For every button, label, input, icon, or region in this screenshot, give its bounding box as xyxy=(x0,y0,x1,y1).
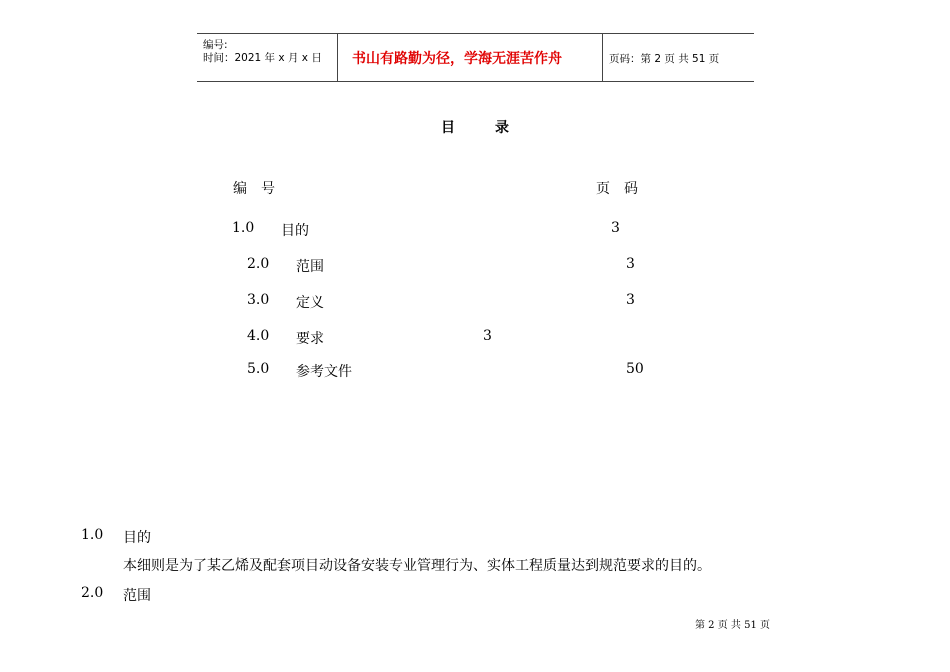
page-header xyxy=(197,33,754,82)
header-page-info: 页码：第 2 页 共 51 页 xyxy=(609,53,720,65)
toc-item-title: 目的 xyxy=(281,223,309,239)
toc-item-number: 5.0 xyxy=(247,361,270,377)
toc-item-page: 50 xyxy=(626,361,644,377)
toc-item-page: 3 xyxy=(626,256,635,272)
page-footer: 第 2 页 共 51 页 xyxy=(695,620,770,631)
section-title: 范围 xyxy=(123,588,151,604)
toc-item-number: 1.0 xyxy=(232,220,255,236)
toc-title-part-1: 目 xyxy=(441,120,455,136)
toc-item-title: 定义 xyxy=(296,295,324,311)
section-paragraph: 本细则是为了某乙烯及配套项目动设备安装专业管理行为、实体工程质量达到规范要求的目的。 xyxy=(123,558,711,574)
toc-header-page: 页 码 xyxy=(596,181,638,197)
toc-item-number: 2.0 xyxy=(247,256,270,272)
toc-item-number: 3.0 xyxy=(247,292,270,308)
toc-item-page: 3 xyxy=(626,292,635,308)
header-motto: 书山有路勤为径，学海无涯苦作舟 xyxy=(352,51,562,67)
section-title: 目的 xyxy=(123,530,151,546)
toc-item-title: 范围 xyxy=(296,259,324,275)
toc-header-number: 编 号 xyxy=(233,181,275,197)
document-number-label: 编号: xyxy=(203,39,228,51)
section-number: 1.0 xyxy=(81,527,104,543)
toc-title-part-2: 录 xyxy=(495,120,509,136)
header-divider xyxy=(602,34,603,81)
document-date: 时间：2021 年 x 月 x 日 xyxy=(203,52,322,64)
toc-item-number: 4.0 xyxy=(247,328,270,344)
toc-item-title: 参考文件 xyxy=(296,364,352,380)
header-divider xyxy=(337,34,338,81)
toc-item-title: 要求 xyxy=(296,331,324,347)
section-number: 2.0 xyxy=(81,585,104,601)
toc-item-page: 3 xyxy=(483,328,492,344)
toc-item-page: 3 xyxy=(611,220,620,236)
